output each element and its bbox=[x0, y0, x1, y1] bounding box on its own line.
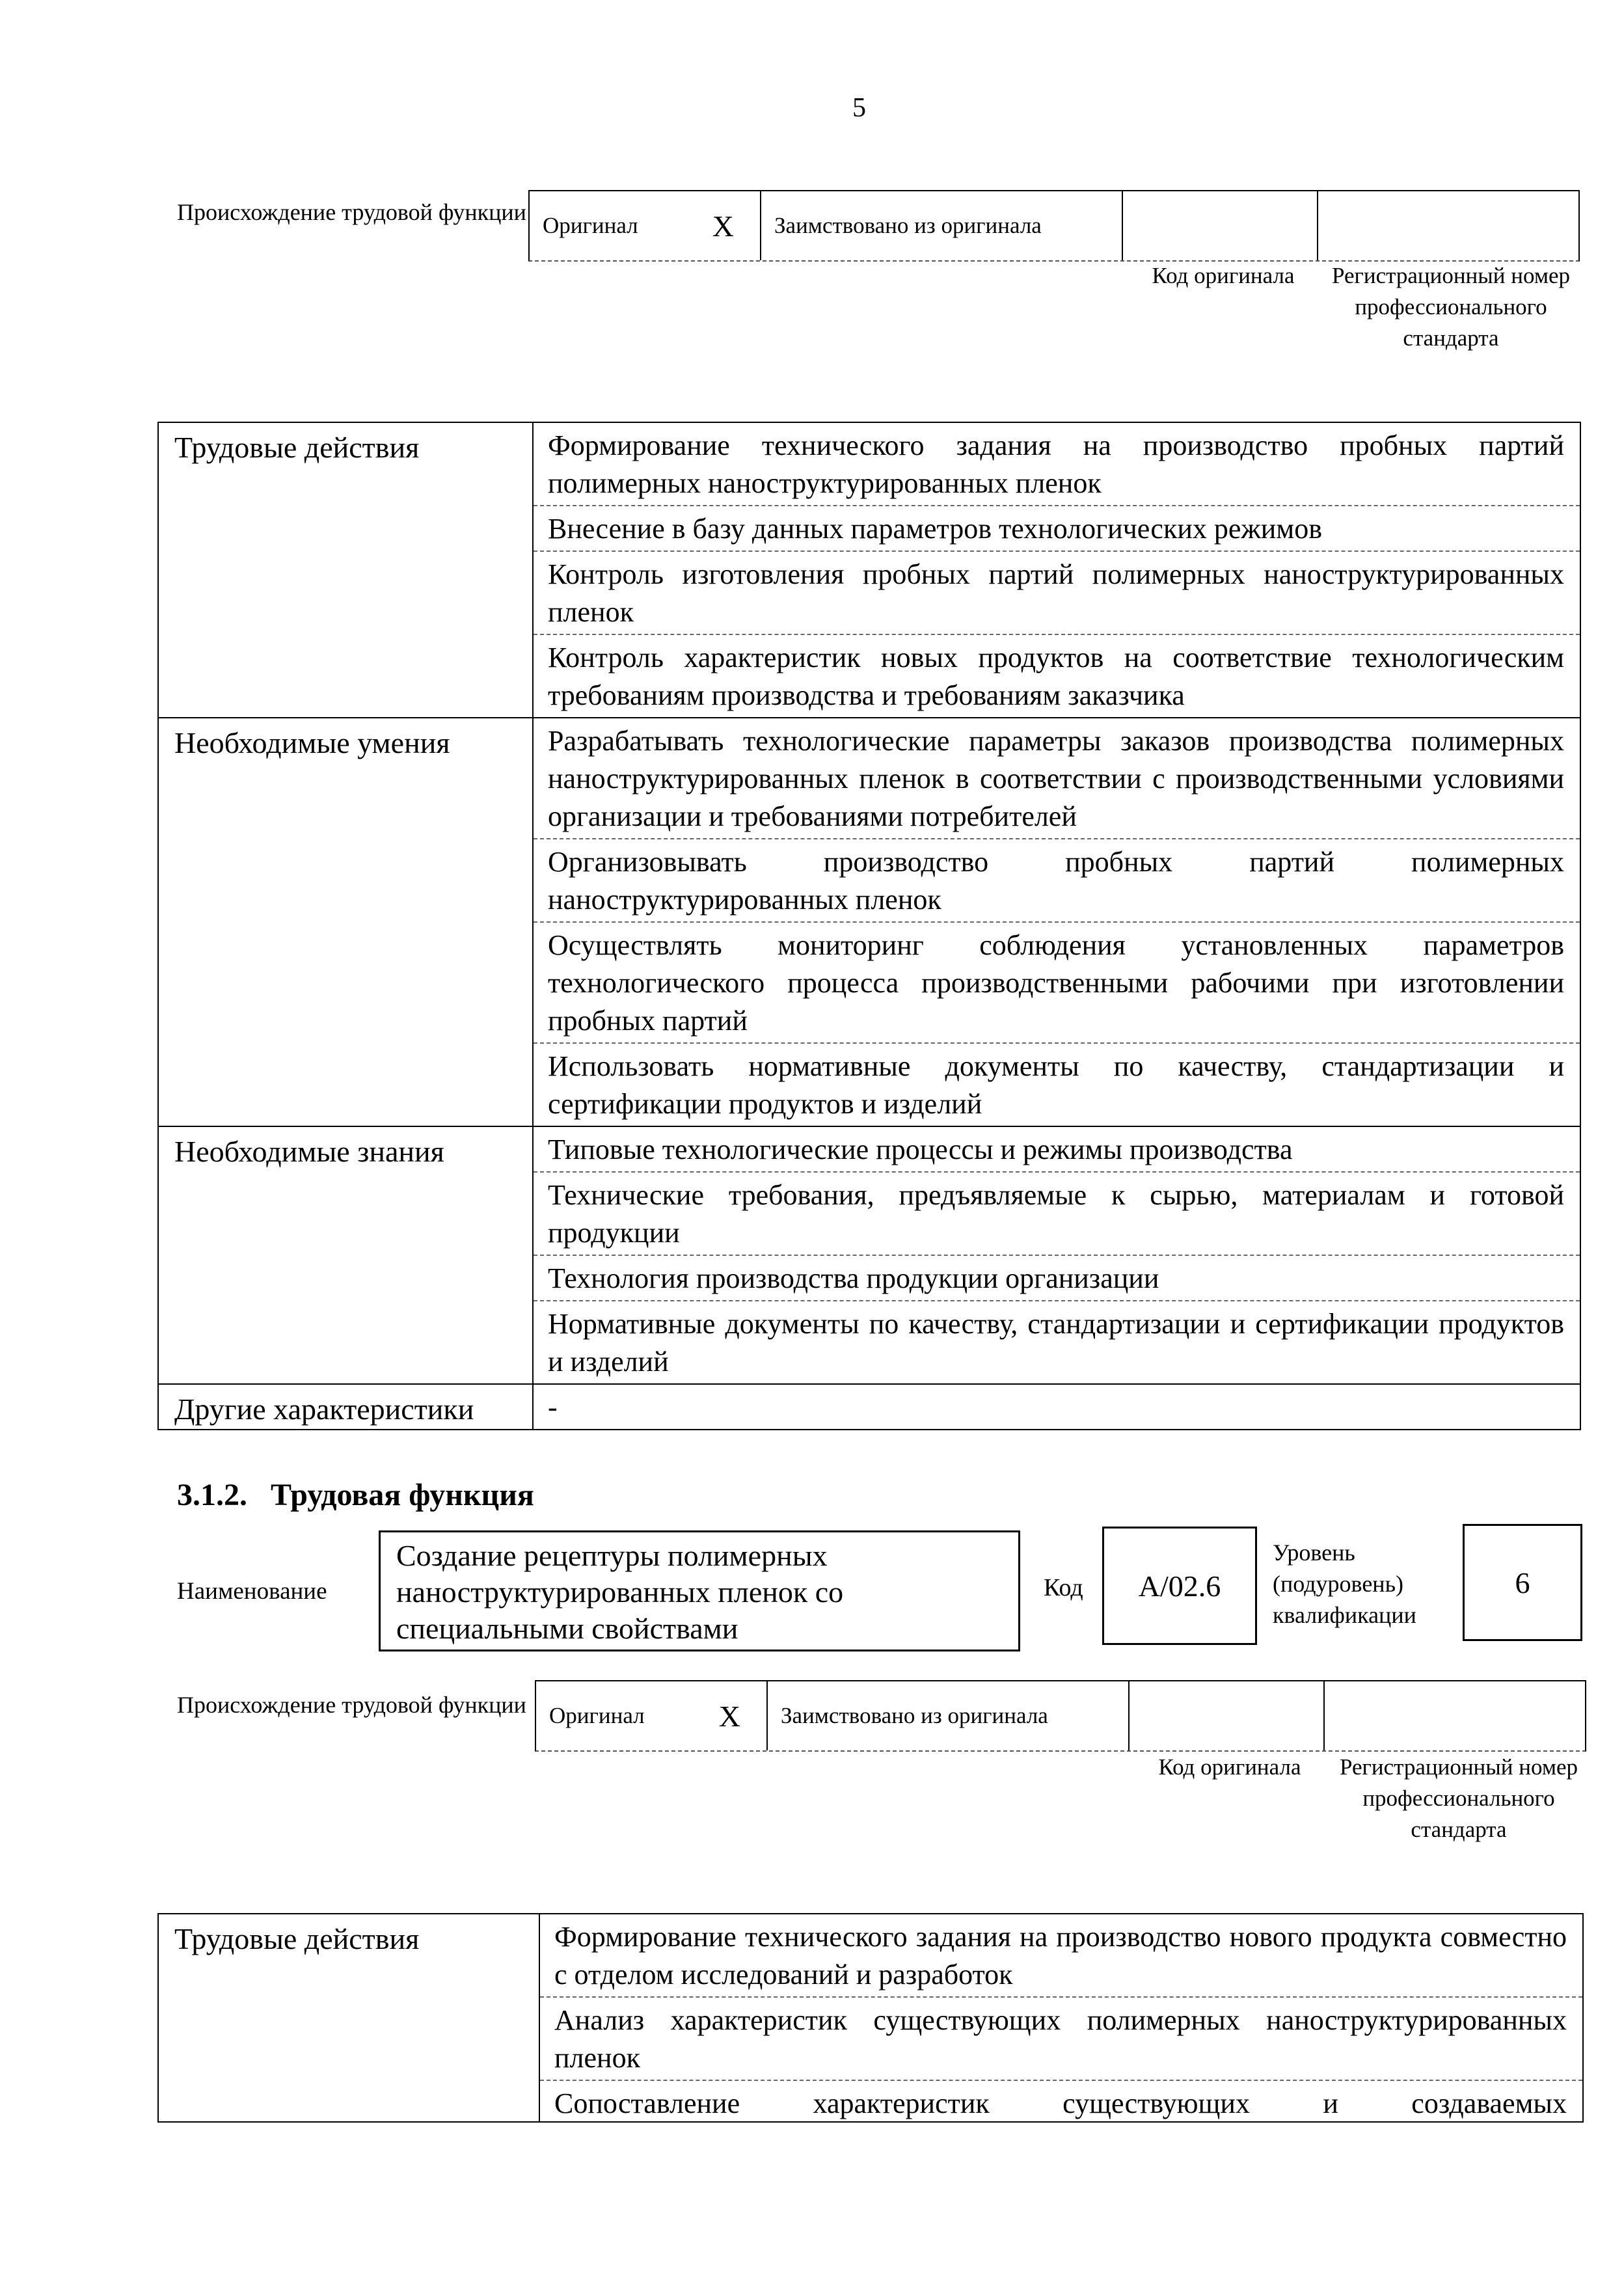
list-item: Разрабатывать технологические параметры заказов производства полимерных наноструктурированных пленок в соответствии с производственными условиями организации и требованиями потребителей bbox=[534, 718, 1580, 839]
list-item: Организовывать производство пробных партий полимерных наноструктурированных пленок bbox=[534, 839, 1580, 923]
origin-original-cell bbox=[530, 191, 761, 260]
origin-borrowed-label: Заимствовано из оригинала bbox=[774, 213, 1042, 238]
row-items bbox=[533, 422, 1580, 718]
list-item: Внесение в базу данных параметров технологических режимов bbox=[534, 506, 1580, 552]
row-label: Необходимые умения bbox=[158, 718, 533, 1126]
name-label: Наименование bbox=[177, 1578, 327, 1605]
list-item: Контроль изготовления пробных партий полимерных наноструктурированных пленок bbox=[534, 552, 1580, 635]
function-name: Создание рецептуры полимерных наноструктурированных пленок со специальными свойствами bbox=[396, 1539, 844, 1645]
code-box bbox=[1102, 1527, 1257, 1645]
origin-code-caption-2: Код оригинала bbox=[1158, 1754, 1301, 1780]
origin-code-cell bbox=[1130, 1681, 1325, 1750]
row-label: Трудовые действия bbox=[158, 422, 533, 718]
table-row bbox=[158, 1384, 1580, 1430]
origin-reg-cell bbox=[1325, 1681, 1585, 1750]
table-row bbox=[158, 422, 1580, 718]
row-items bbox=[533, 718, 1580, 1126]
function-name-box bbox=[379, 1530, 1020, 1651]
page-number: 5 bbox=[852, 93, 866, 123]
origin-borrowed-label: Заимствовано из оригинала bbox=[781, 1703, 1048, 1728]
origin-reg-cell bbox=[1318, 191, 1578, 260]
list-item: Осуществлять мониторинг соблюдения установленных параметров технологического процесса производственными рабочими при изготовлении пробных партий bbox=[534, 923, 1580, 1044]
origin-original-label: Оригинал bbox=[549, 1703, 645, 1728]
code-label: Код bbox=[1044, 1574, 1083, 1601]
list-item: Формирование технического задания на производство нового продукта совместно с отделом исследований и разработок bbox=[540, 1914, 1582, 1998]
list-item: Использовать нормативные документы по качеству, стандартизации и сертификации продуктов и изделий bbox=[548, 1050, 1564, 1120]
origin-label: Происхождение трудовой функции bbox=[177, 199, 526, 225]
row-label: Другие характеристики bbox=[158, 1384, 533, 1430]
row-items bbox=[533, 1126, 1580, 1384]
origin-borrowed-cell bbox=[768, 1681, 1130, 1750]
table-row bbox=[158, 1126, 1580, 1384]
origin-reg-caption-2: Регистрационный номер профессионального стандарта bbox=[1339, 1754, 1578, 1842]
origin-original-label: Оригинал bbox=[543, 213, 638, 238]
section-title: Трудовая функция bbox=[271, 1478, 534, 1512]
list-item: Технология производства продукции организации bbox=[534, 1256, 1580, 1301]
list-item: - bbox=[548, 1391, 558, 1423]
row-items bbox=[539, 1914, 1583, 2122]
list-item: Формирование технического задания на производство пробных партий полимерных наноструктурированных пленок bbox=[534, 423, 1580, 506]
function-code: A/02.6 bbox=[1138, 1569, 1221, 1603]
origin-label-2: Происхождение трудовой функции bbox=[177, 1692, 526, 1718]
origin-borrowed-cell bbox=[761, 191, 1123, 260]
function-2-table bbox=[157, 1913, 1584, 2123]
origin-code-caption: Код оригинала bbox=[1152, 263, 1295, 288]
list-item: Технические требования, предъявляемые к сырью, материалам и готовой продукции bbox=[534, 1173, 1580, 1256]
row-items bbox=[533, 1384, 1580, 1430]
list-item: Контроль характеристик новых продуктов на соответствие технологическим требованиям производства и требованиям заказчика bbox=[548, 642, 1564, 711]
level-label: Уровень (подуровень) квалификации bbox=[1273, 1540, 1416, 1628]
row-label: Необходимые знания bbox=[158, 1126, 533, 1384]
origin-original-mark: X bbox=[712, 209, 734, 243]
level-box bbox=[1463, 1524, 1582, 1641]
function-1-table bbox=[157, 422, 1581, 1430]
table-row bbox=[158, 1914, 1583, 2122]
section-number: 3.1.2. bbox=[177, 1478, 247, 1512]
origin-original-cell bbox=[536, 1681, 768, 1750]
section-heading bbox=[177, 1477, 534, 1513]
function-level: 6 bbox=[1515, 1566, 1530, 1599]
list-item: Типовые технологические процессы и режимы производства bbox=[534, 1127, 1580, 1173]
table-row bbox=[158, 718, 1580, 1126]
origin-code-cell bbox=[1123, 191, 1318, 260]
origin-original-mark: X bbox=[718, 1699, 740, 1733]
row-label: Трудовые действия bbox=[158, 1914, 539, 2122]
list-item: Анализ характеристик существующих полимерных наноструктурированных пленок bbox=[540, 1998, 1582, 2081]
origin-row bbox=[528, 190, 1580, 262]
origin-row-2 bbox=[535, 1680, 1586, 1752]
origin-reg-caption: Регистрационный номер профессионального стандарта bbox=[1331, 263, 1571, 351]
list-item: Сопоставление характеристик существующих и создаваемых bbox=[554, 2087, 1567, 2119]
list-item: Нормативные документы по качеству, стандартизации и сертификации продуктов и изделий bbox=[548, 1308, 1564, 1378]
